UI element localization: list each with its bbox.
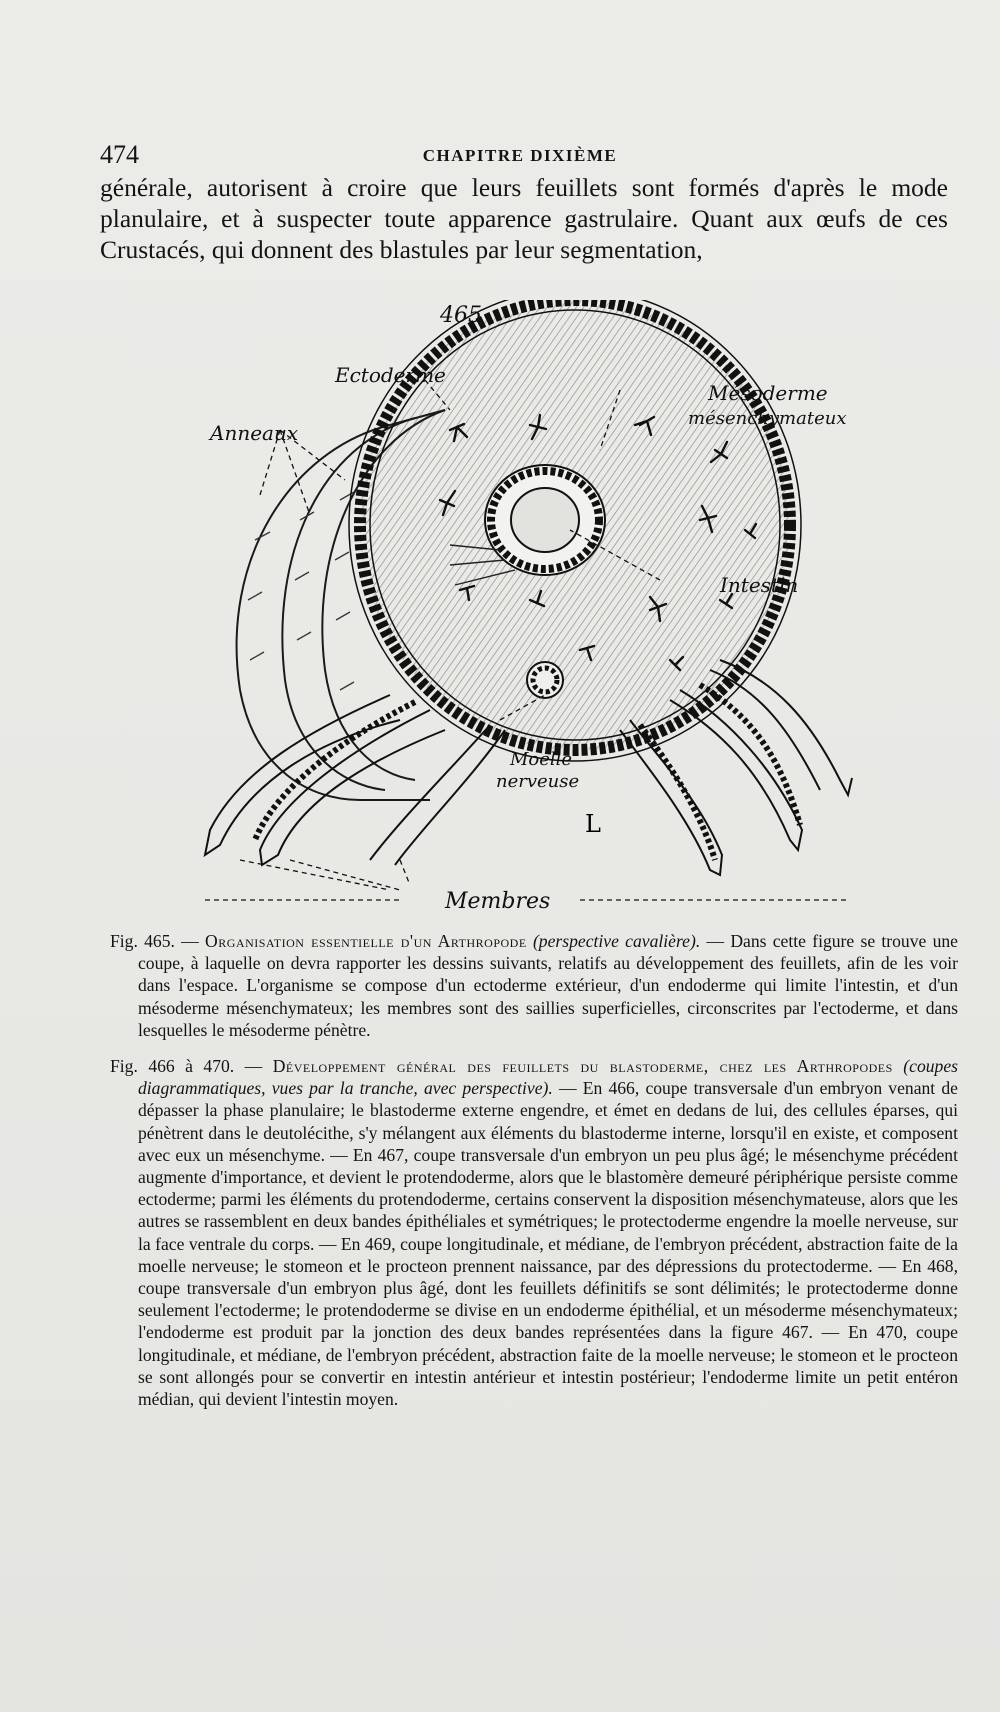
body-paragraph (100, 172, 948, 265)
caption-466-lead: Fig. 466 à 470. — (110, 1056, 273, 1077)
figure-number: 465 (440, 303, 482, 328)
label-moelle: Moelle (510, 749, 573, 770)
caption-466-subtitle: (coupes diagrammatiques, vues par la tranche, avec perspective). (138, 1056, 958, 1099)
label-mesenchymateux: mésenchymateux (688, 408, 847, 429)
caption-fig-465 (110, 930, 958, 1041)
running-head: CHAPITRE DIXIÈME (422, 146, 618, 165)
caption-465-subtitle: (perspective cavalière). (532, 931, 701, 951)
label-membres: Membres (445, 889, 551, 910)
figure-captions (110, 930, 958, 1424)
page-number: 474 (100, 140, 139, 169)
arthropod-illustration (200, 300, 860, 910)
label-intestin: Intestin (720, 573, 799, 597)
page-header (100, 140, 940, 170)
caption-466-text: — En 466, coupe transversale d'un embryon venant de dépasser la phase planulaire; le blastoderme externe engendre, et émet en dedans de lui, des cellules éparses, qui pénètrent dans le deutolécithe, s'y mélangent aux éléments du blastoderme interne, lorsqu'il en existe, et composent avec eux un mésenchyme. — En 467, coupe transversale d'un embryon un peu plus âgé; le mésenchyme précédent augmente d'importance, et devient le protendoderme, alors que le blastomère demeuré périphérique persiste comme ectoderme; parmi les éléments du protendoderme, certains conservent la disposition mésenchymateuse, alors que les autres se rassemblent en deux bandes épithéliales et symétriques; le protectoderme engendre la moelle nerveuse, sur la face ventrale du corps. — En 469, coupe longitudinale, et médiane, de l'embryon précédent, abstraction faite de la moelle nerveuse; le stomeon et le procteon prennent naissance, par des dépressions du protectoderme. — En 468, coupe transversale d'un embryon plus âgé, dont les feuillets définitifs se sont délimités; le protectoderme donne seulement l'ectoderme; le protendoderme se divise en un endoderme épithélial, et un mésoderme mésenchymateux; l'endoderme est produit par la jonction des deux bandes représentées dans la figure 467. — En 470, coupe longitudinale, et médiane, de l'embryon précédent, abstraction faite de la moelle nerveuse; le stomeon et le procteon se sont allongés pour se convertir en intestin antérieur et intestin postérieur; l'endoderme limite un petit entéron médian, qui devient l'intestin moyen. (138, 1078, 958, 1410)
figure-465 (200, 300, 860, 910)
ring-dashes (248, 492, 354, 690)
label-ectoderme: Ectoderme (335, 363, 446, 387)
caption-fig-466-470 (110, 1055, 958, 1410)
body-text: générale, autorisent à croire que leurs feuillets sont formés d'après le mode planulaire, et à suspecter toute apparence gastrulaire. Quant aux œufs de ces Crustacés, qui donnent des blastules par leur segmentation, (100, 173, 948, 264)
figure-mark: L (585, 810, 601, 838)
caption-465-lead: Fig. 465. — (110, 931, 206, 951)
caption-466-title: Développement général des feuillets du blastoderme, chez les Arthropodes (272, 1056, 893, 1077)
label-nerveuse: nerveuse (496, 771, 580, 792)
caption-465-text: — Dans cette figure se trouve une coupe, à laquelle on devra rapporter les dessins suivants, relatifs au développement des feuillets, afin de les voir dans l'espace. L'organisme se compose d'un ectoderme extérieur, d'un endoderme qui limite l'intestin, et d'un mésoderme mésenchymateux; les membres sont des saillies superficielles, circonscrites par l'ectoderme, et dans lesquelles le mésoderme pénètre. (138, 931, 958, 1040)
label-anneaux: Anneaux (210, 421, 299, 445)
nerve-cord (527, 662, 563, 698)
caption-465-title: Organisation essentielle d'un Arthropode (205, 931, 527, 951)
label-mesoderme: Mésoderme (708, 381, 828, 405)
